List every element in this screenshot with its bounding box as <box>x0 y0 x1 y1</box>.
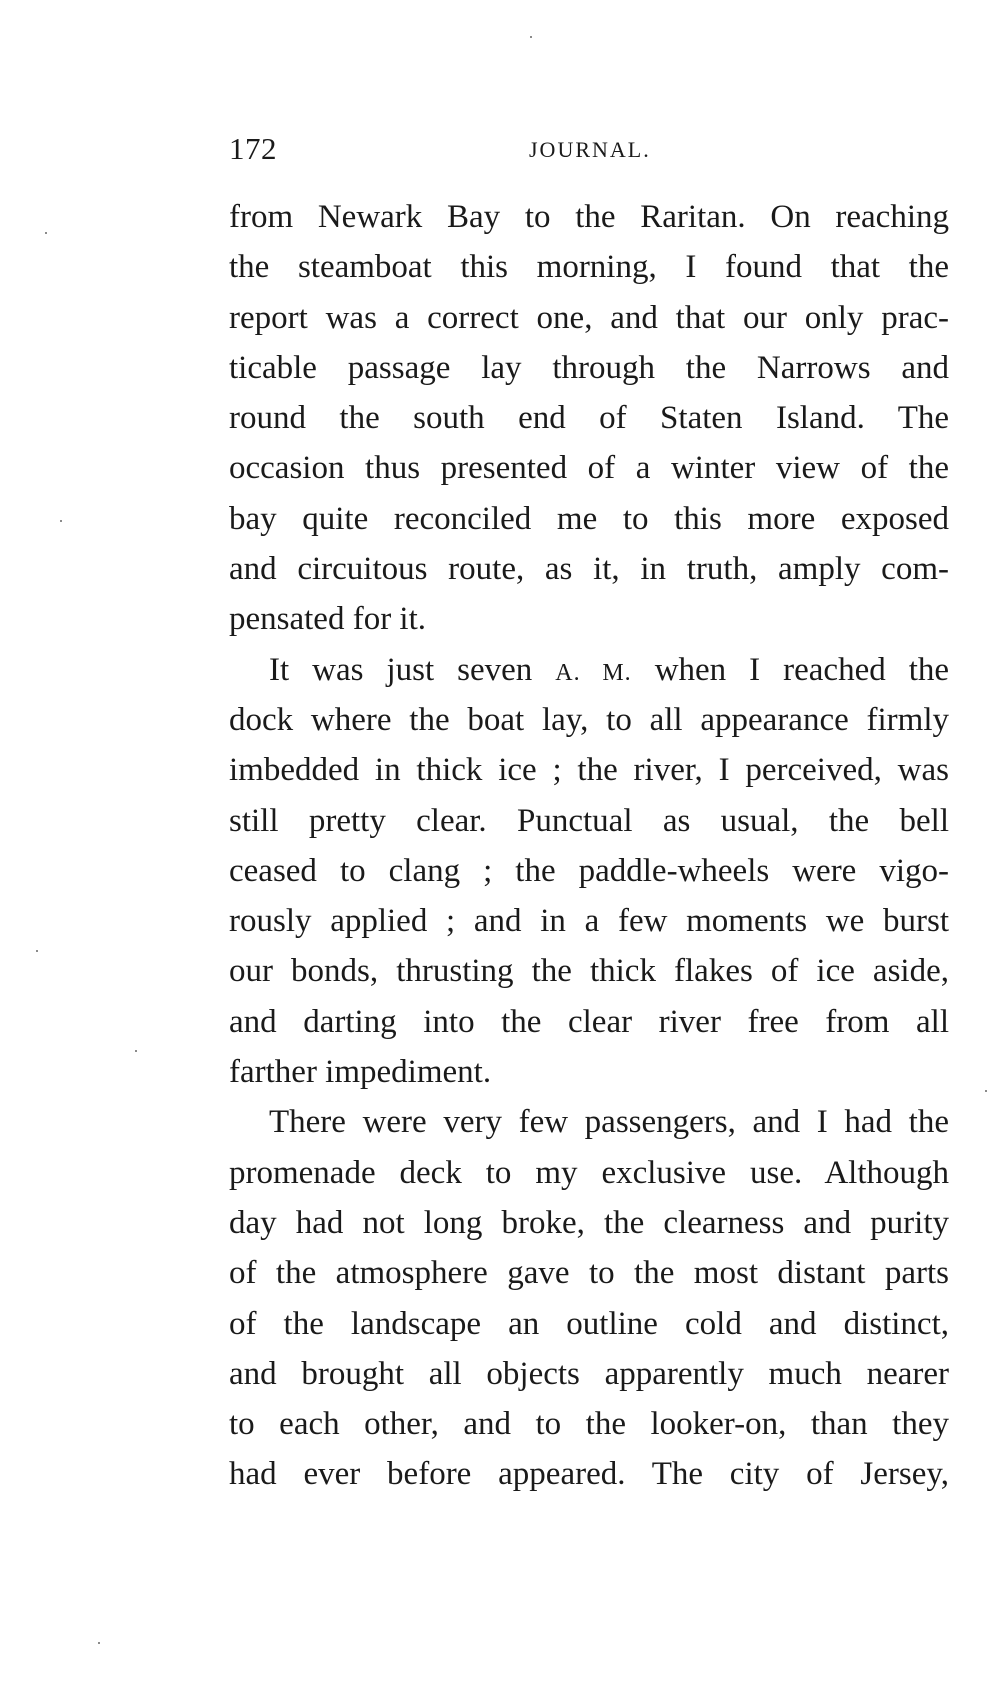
paper-speck <box>985 1090 987 1092</box>
running-head: JOURNAL. <box>529 137 651 162</box>
text-line: and darting into the clear river free from all <box>229 1003 949 1040</box>
text-line: round the south end of Staten Island. The <box>229 400 949 437</box>
paper-speck <box>530 36 532 38</box>
page-header <box>229 131 949 171</box>
paper-speck <box>45 232 47 234</box>
text-line: imbedded in thick ice ; the river, I perceived, was <box>229 752 949 789</box>
text-fragment: It was just seven <box>269 651 533 688</box>
page-number: 172 <box>229 131 277 166</box>
text-line: from Newark Bay to the Raritan. On reaching <box>229 199 949 235</box>
text-line: There were very few passengers, and I had the <box>269 1104 949 1141</box>
text-line: pensated for it. <box>229 601 427 638</box>
paper-speck <box>60 520 62 522</box>
text-line: bay quite reconciled me to this more exposed <box>229 500 949 537</box>
text-line: to each other, and to the looker-on, than they <box>229 1406 949 1443</box>
paper-speck <box>36 950 38 952</box>
text-line: our bonds, thrusting the thick flakes of ice aside, <box>229 953 949 990</box>
text-line: dock where the boat lay, to all appearance firmly <box>229 701 949 738</box>
text-line: occasion thus presented of a winter view of the <box>229 450 949 487</box>
text-line <box>229 645 949 695</box>
text-line: rously applied ; and in a few moments we burst <box>229 903 949 940</box>
text-line: of the atmosphere gave to the most distant parts <box>229 1255 949 1292</box>
time-abbreviation: A. M. <box>555 659 632 686</box>
text-line: still pretty clear. Punctual as usual, the bell <box>229 802 949 839</box>
body-text <box>229 192 949 1500</box>
paper-speck <box>98 1642 100 1644</box>
text-line: report was a correct one, and that our only prac- <box>229 299 949 336</box>
text-line: and brought all objects apparently much nearer <box>229 1355 949 1392</box>
text-line: farther impediment. <box>229 1054 492 1091</box>
text-line: ceased to clang ; the paddle-wheels were vigo- <box>229 852 949 889</box>
text-fragment: when I reached the <box>654 651 950 688</box>
text-line: the steamboat this morning, I found that the <box>229 249 949 286</box>
text-line: of the landscape an outline cold and distinct, <box>229 1305 949 1342</box>
paper-speck <box>135 1050 137 1052</box>
text-line: ticable passage lay through the Narrows and <box>229 349 949 386</box>
text-line: promenade deck to my exclusive use. Although <box>229 1154 949 1191</box>
text-line: day had not long broke, the clearness and purity <box>229 1204 949 1241</box>
text-line: had ever before appeared. The city of Jersey, <box>229 1456 949 1493</box>
text-line: and circuitous route, as it, in truth, amply com- <box>229 551 949 588</box>
